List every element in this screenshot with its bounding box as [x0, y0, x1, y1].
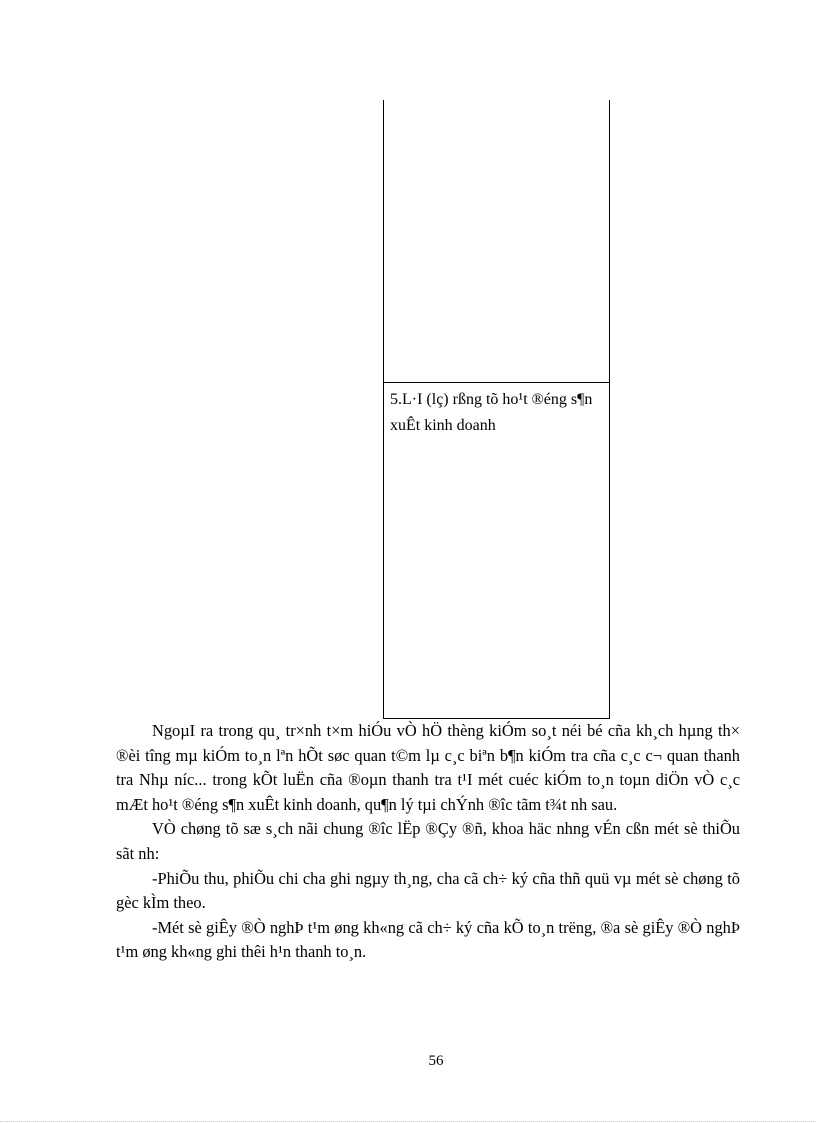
table-fragment: [383, 100, 610, 719]
page-number: 56: [428, 1053, 444, 1069]
table-cell-label: 5.L·I (lç) rßng tõ ho¹t ®éng s¶n xuÊt kinh doanh: [390, 391, 593, 434]
paragraph-documents: VÒ chøng tõ sæ s¸ch nãi chung ®îc lËp ®Çy ®ñ, khoa häc nhng vÉn cßn mét sè thiÕu sãt nh:: [116, 819, 740, 863]
table-row-divider: [384, 382, 609, 383]
paragraph-advances: -Mét sè giÊy ®Ò nghÞ t¹m øng kh«ng cã ch÷ ký cña kÕ to¸n trëng, ®a sè giÊy ®Ò nghÞ t¹m øng kh«ng ghi thêi h¹n thanh to¸n.: [116, 917, 740, 962]
page-bottom-edge: [0, 1121, 816, 1122]
body-text: [116, 719, 740, 965]
paragraph-receipts: -PhiÕu thu, phiÕu chi cha ghi ngµy th¸ng, cha cã ch÷ ký cña thñ quü vµ mét sè chøng tõ gèc kÌm theo.: [116, 868, 740, 913]
paragraph-inspection: NgoµI ra trong qu¸ tr×nh t×m hiÓu vÒ hÖ thèng kiÓm so¸t néi bé cña kh¸ch hµng th× ®èi tîng mµ kiÓm to¸n lªn hÕt søc quan t©m lµ c¸c biªn b¶n kiÓm tra cña c¸c c¬ quan thanh tra Nhµ níc... trong kÕt luËn cña ®oµn thanh tra t¹I mét cuéc kiÓm to¸n toµn diÖn vÒ c¸c mÆt ho¹t ®éng s¶n xuÊt kinh doanh, qu¶n lý tµi chÝnh ®îc tãm t¾t nh sau.: [116, 721, 740, 814]
